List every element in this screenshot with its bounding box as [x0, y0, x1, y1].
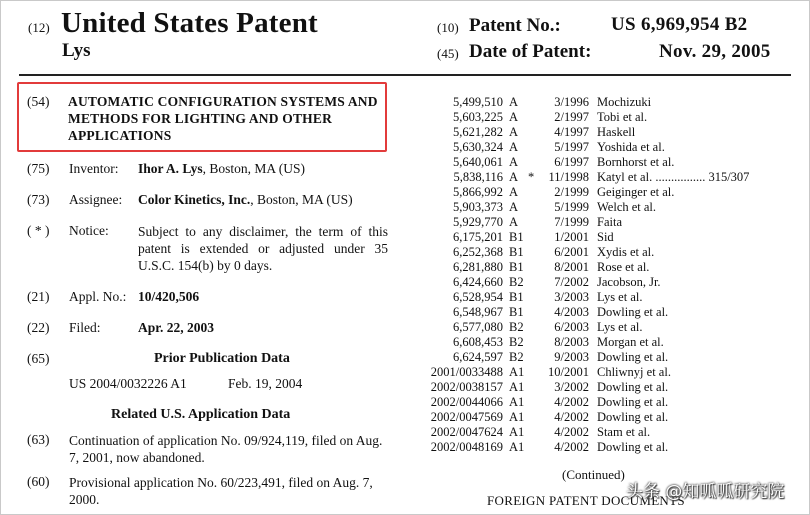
date-label: Date of Patent: [469, 41, 592, 62]
notice-text: Subject to any disclaimer, the term of this patent is extended or adjusted under 35 U.S.C. 154(b) by 0 days. [138, 224, 388, 273]
reference-number: 5,929,770 [453, 215, 503, 229]
reference-date: 6/2001 [554, 245, 589, 259]
reference-date: 7/2002 [554, 275, 589, 289]
reference-date: 8/2003 [554, 335, 589, 349]
code-65: (65) [27, 351, 50, 366]
reference-kind: B1 [509, 230, 524, 244]
reference-kind: B2 [509, 335, 524, 349]
code-10: (10) [437, 20, 459, 35]
appl-label: Appl. No.: [69, 289, 127, 304]
reference-kind: B1 [509, 290, 524, 304]
foreign-docs-heading: FOREIGN PATENT DOCUMENTS [487, 493, 685, 508]
reference-date: 2/1997 [554, 110, 589, 124]
document-title: United States Patent [61, 7, 318, 39]
reference-kind: A1 [509, 410, 525, 424]
code-45: (45) [437, 46, 459, 61]
reference-number: 5,630,324 [453, 140, 503, 154]
reference-name: Dowling et al. [597, 440, 669, 454]
reference-kind: B1 [509, 305, 524, 319]
reference-row [421, 245, 791, 260]
reference-name: Tobi et al. [597, 110, 648, 124]
inventor-location: , Boston, MA (US) [202, 161, 306, 176]
reference-row [421, 395, 791, 410]
code-73: (73) [27, 192, 50, 207]
reference-row [421, 335, 791, 350]
reference-name: Mochizuki [597, 95, 652, 109]
reference-row [421, 140, 791, 155]
reference-kind: B2 [509, 350, 524, 364]
reference-kind: A [509, 200, 519, 214]
patent-date: Nov. 29, 2005 [659, 41, 771, 62]
reference-name: Welch et al. [597, 200, 657, 214]
reference-number: 6,548,967 [453, 305, 503, 319]
assignee-value [138, 192, 353, 208]
reference-kind: A1 [509, 440, 525, 454]
reference-row [421, 200, 791, 215]
reference-number: 6,281,880 [453, 260, 503, 274]
reference-kind: B2 [509, 320, 524, 334]
reference-kind: A1 [509, 425, 525, 439]
reference-name: Jacobson, Jr. [597, 275, 661, 289]
reference-number: 5,499,510 [453, 95, 503, 109]
reference-date: 4/2002 [554, 425, 589, 439]
reference-row [421, 410, 791, 425]
reference-row [421, 215, 791, 230]
reference-date: 4/1997 [554, 125, 589, 139]
reference-number: 5,903,373 [453, 200, 503, 214]
prior-pub-heading: Prior Publication Data [154, 351, 290, 366]
reference-number: 5,838,116 [453, 170, 503, 184]
reference-kind: B1 [509, 245, 524, 259]
reference-date: 11/1998 [548, 170, 589, 184]
appl-number: 10/420,506 [138, 289, 200, 304]
code-21: (21) [27, 289, 50, 304]
reference-kind: A [509, 185, 519, 199]
code-notice: ( * ) [27, 223, 50, 238]
reference-kind: A [509, 170, 519, 184]
reference-date: 4/2002 [554, 440, 589, 454]
reference-number: 2002/0038157 [430, 380, 503, 394]
reference-date: 7/1999 [554, 215, 589, 229]
reference-date: 9/2003 [554, 350, 589, 364]
prior-pub-date: Feb. 19, 2004 [228, 376, 303, 391]
reference-star: * [528, 170, 535, 184]
reference-date: 4/2003 [554, 305, 589, 319]
assignee-name: Color Kinetics, Inc. [138, 192, 251, 207]
reference-kind: A1 [509, 380, 525, 394]
reference-row [421, 185, 791, 200]
continuation-text: Continuation of application No. 09/924,119, filed on Aug. 7, 2001, now abandoned. [69, 433, 383, 465]
assignee-location: , Boston, MA (US) [250, 192, 353, 207]
reference-row [421, 290, 791, 305]
reference-name: Yoshida et al. [597, 140, 665, 154]
reference-row [421, 230, 791, 245]
reference-number: 6,624,597 [453, 350, 503, 364]
reference-name: Lys et al. [597, 320, 643, 334]
reference-name: Dowling et al. [597, 410, 669, 424]
reference-number: 6,252,368 [453, 245, 503, 259]
reference-row [421, 155, 791, 170]
reference-row [421, 260, 791, 275]
reference-row [421, 425, 791, 440]
reference-date: 10/2001 [548, 365, 589, 379]
reference-row [421, 380, 791, 395]
reference-kind: A1 [509, 365, 525, 379]
reference-row [421, 110, 791, 125]
provisional-text: Provisional application No. 60/223,491, filed on Aug. 7, 2000. [69, 475, 373, 507]
code-22: (22) [27, 320, 50, 335]
reference-date: 8/2001 [554, 260, 589, 274]
reference-name: Chliwnyj et al. [597, 365, 671, 379]
invention-title: AUTOMATIC CONFIGURATION SYSTEMS AND METHODS FOR LIGHTING AND OTHER APPLICATIONS [68, 94, 378, 143]
reference-date: 4/2002 [554, 395, 589, 409]
reference-number: 5,603,225 [453, 110, 503, 124]
filed-label: Filed: [69, 320, 101, 335]
reference-name: Faita [597, 215, 622, 229]
reference-number: 2002/0047624 [430, 425, 503, 439]
reference-number: 2002/0044066 [430, 395, 503, 409]
reference-kind: A [509, 125, 519, 139]
reference-row [421, 275, 791, 290]
reference-row [421, 95, 791, 110]
reference-row [421, 320, 791, 335]
code-60: (60) [27, 474, 50, 489]
reference-row [421, 125, 791, 140]
reference-name: Rose et al. [597, 260, 650, 274]
reference-kind: A [509, 95, 519, 109]
reference-kind: B1 [509, 260, 524, 274]
reference-name: Xydis et al. [597, 245, 655, 259]
reference-number: 6,608,453 [453, 335, 503, 349]
inventor-value [138, 161, 305, 177]
reference-date: 2/1999 [554, 185, 589, 199]
reference-date: 1/2001 [554, 230, 589, 244]
reference-number: 6,577,080 [453, 320, 503, 334]
reference-date: 5/1997 [554, 140, 589, 154]
reference-name: Katyl et al. ................ 315/307 [597, 170, 750, 184]
related-heading: Related U.S. Application Data [111, 407, 291, 422]
assignee-label: Assignee: [69, 192, 123, 207]
code-63: (63) [27, 432, 50, 447]
reference-name: Haskell [597, 125, 636, 139]
reference-row [421, 365, 791, 380]
reference-number: 2002/0047569 [430, 410, 503, 424]
reference-row [421, 440, 791, 455]
reference-name: Morgan et al. [597, 335, 664, 349]
reference-kind: A1 [509, 395, 525, 409]
reference-name: Lys et al. [597, 290, 643, 304]
reference-row [421, 350, 791, 365]
reference-number: 2002/0048169 [430, 440, 503, 454]
reference-date: 3/2003 [554, 290, 589, 304]
reference-date: 6/1997 [554, 155, 589, 169]
reference-date: 6/2003 [554, 320, 589, 334]
reference-number: 6,175,201 [453, 230, 503, 244]
reference-name: Stam et al. [597, 425, 651, 439]
reference-kind: A [509, 140, 519, 154]
notice-label: Notice: [69, 223, 109, 238]
reference-date: 3/1996 [554, 95, 589, 109]
reference-number: 2001/0033488 [430, 365, 503, 379]
reference-name: Dowling et al. [597, 305, 669, 319]
header-rule [19, 74, 791, 76]
patent-no-label: Patent No.: [469, 15, 561, 36]
reference-kind: A [509, 215, 519, 229]
header-inventor: Lys [62, 40, 91, 61]
reference-kind: A [509, 110, 519, 124]
inventor-name: Ihor A. Lys [138, 161, 203, 176]
code-54: (54) [27, 94, 50, 109]
continued-note: (Continued) [562, 467, 625, 482]
reference-name: Dowling et al. [597, 395, 669, 409]
reference-row [421, 170, 791, 185]
reference-number: 5,866,992 [453, 185, 503, 199]
reference-name: Dowling et al. [597, 350, 669, 364]
reference-number: 6,424,660 [453, 275, 503, 289]
reference-name: Geiginger et al. [597, 185, 675, 199]
filed-date: Apr. 22, 2003 [138, 320, 215, 335]
reference-date: 5/1999 [554, 200, 589, 214]
reference-number: 5,640,061 [453, 155, 503, 169]
code-75: (75) [27, 161, 50, 176]
reference-name: Bornhorst et al. [597, 155, 675, 169]
patent-number: US 6,969,954 B2 [611, 14, 748, 35]
reference-number: 6,528,954 [453, 290, 503, 304]
inventor-label: Inventor: [69, 161, 119, 176]
reference-date: 4/2002 [554, 410, 589, 424]
code-12: (12) [28, 20, 50, 35]
watermark-text: 头条 @知呱呱研究院 [626, 482, 785, 502]
reference-date: 3/2002 [554, 380, 589, 394]
prior-pub-number: US 2004/0032226 A1 [69, 376, 187, 391]
reference-name: Sid [597, 230, 614, 244]
reference-kind: A [509, 155, 519, 169]
reference-name: Dowling et al. [597, 380, 669, 394]
reference-row [421, 305, 791, 320]
reference-kind: B2 [509, 275, 524, 289]
reference-number: 5,621,282 [453, 125, 503, 139]
